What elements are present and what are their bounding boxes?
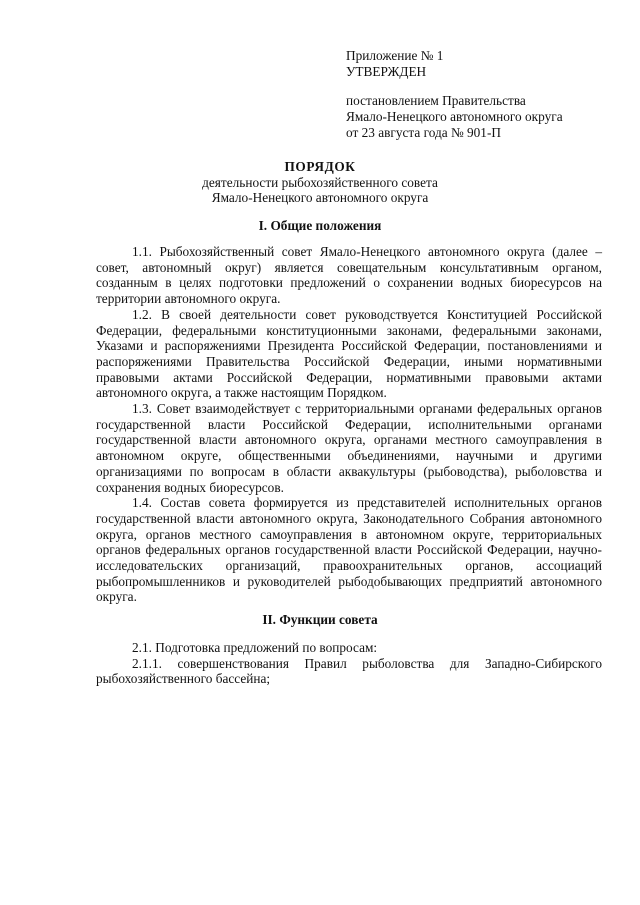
approved-label: УТВЕРЖДЕН	[346, 63, 427, 79]
paragraph-2-1: 2.1. Подготовка предложений по вопросам:	[132, 640, 378, 655]
paragraph-1-3: 1.3. Совет взаимодействует с территориальными органами федеральных органов государственной власти Российской Федерации, исполнительными органами государственной власти автономного округа, органами местного самоуправления в автономном округе, общественными объединениями, научными и другими организациями по вопросам в области аквакультуры (рыбоводства), рыболовства и сохранения водных биоресурсов.	[96, 401, 602, 495]
paragraph-1-4: 1.4. Состав совета формируется из представителей исполнительных органов государственной власти автономного округа, Законодательного Собрания автономного округа, органов местного самоуправления в автономном округе, территориальных органов федеральных органов государственной власти Российской Федерации, научно-исследовательских организаций, правоохранительных органов, ассоциаций рыбопромышленников и руководителей рыбодобывающих предприятий автономного округа.	[96, 495, 602, 605]
paragraph-1-2: 1.2. В своей деятельности совет руководствуется Конституцией Российской Федерации, федеральными конституционными законами, федеральными законами, Указами и распоряжениями Президента Российской Федерации, постановлениями и распоряжениями Правительства Российской Федерации, иными нормативными правовыми актами Российской Федерации, нормативными правовыми актами автономного округа, а также настоящим Порядком.	[96, 306, 602, 401]
document-subtitle-line-2: Ямало-Ненецкого автономного округа	[211, 190, 429, 206]
section-body-general	[96, 244, 602, 605]
section-heading-general: I. Общие положения	[258, 218, 382, 233]
document-subtitle-line-1: деятельности рыбохозяйственного совета	[202, 174, 438, 190]
approval-spacer	[346, 79, 616, 93]
resolution-line: постановлением Правительства	[346, 93, 526, 109]
appendix-number: Приложение № 1	[346, 48, 444, 63]
resolution-date-number: от 23 августа года № 901-П	[346, 124, 501, 140]
approval-block	[346, 48, 616, 141]
section-heading-functions: II. Функции совета	[262, 612, 378, 627]
paragraph-2-1-1: 2.1.1. совершенствования Правил рыболовства для Западно-Сибирского рыбохозяйственного бассейна;	[96, 655, 602, 687]
document-title: ПОРЯДОК	[284, 159, 356, 174]
resolution-authority: Ямало-Ненецкого автономного округа	[346, 109, 563, 125]
paragraph-1-1: 1.1. Рыбохозяйственный совет Ямало-Ненецкого автономного округа (далее – совет, автономный округ) является совещательным консультативным органом, созданным в целях подготовки предложений о сохранении водных биоресурсов на территории автономного округа.	[96, 244, 602, 307]
document-title-block	[0, 159, 640, 206]
section-body-functions	[96, 640, 602, 687]
